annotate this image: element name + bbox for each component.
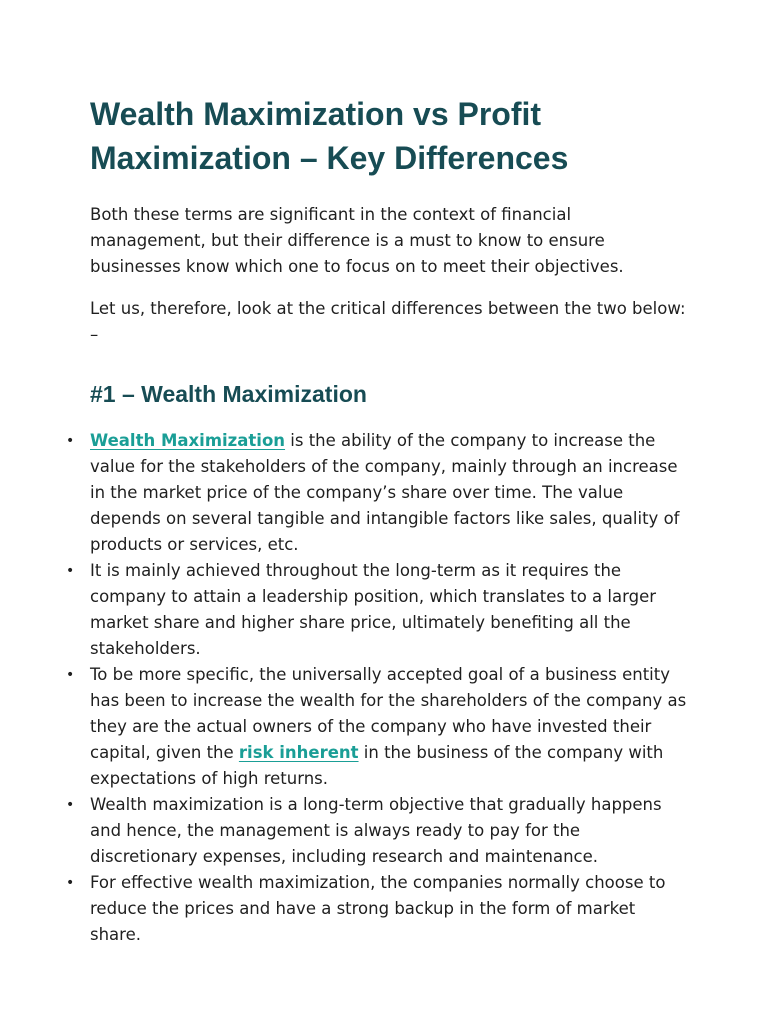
bullet-icon: • — [66, 433, 75, 449]
risk-inherent-link[interactable]: risk inherent — [238, 743, 359, 762]
bullet-icon: • — [66, 563, 75, 579]
list-item-text: in the business of the company with expectations of high returns. — [90, 743, 664, 788]
wealth-maximization-list — [66, 428, 690, 948]
page-title: Wealth Maximization vs Profit Maximization – Key Differences — [90, 96, 569, 176]
bullet-icon: • — [66, 797, 75, 813]
list-item-text: For effective wealth maximization, the companies normally choose to reduce the prices and have a strong backup in the form of market share. — [90, 873, 666, 944]
list-item-text: is the ability of the company to increase the value for the stakeholders of the company, mainly through an increase in the market price of the company’s share over time. The value depends on several tangible and intangible factors like sales, quality of products or services, etc. — [90, 431, 680, 554]
list-item-text: Wealth maximization is a long-term objective that gradually happens and hence, the management is always ready to pay for the discretionary expenses, including research and maintenance. — [90, 795, 662, 866]
intro-paragraph: Both these terms are significant in the context of financial management, but their difference is a must to know to ensure businesses know which one to focus on to meet their objectives. — [90, 205, 624, 276]
bullet-icon: • — [66, 875, 75, 891]
list-item — [66, 662, 690, 792]
list-item — [66, 792, 690, 870]
section-heading-wealth-maximization: #1 – Wealth Maximization — [90, 381, 367, 407]
wealth-maximization-link[interactable]: Wealth Maximization — [90, 431, 286, 450]
bullet-icon: • — [66, 667, 75, 683]
list-item-text: It is mainly achieved throughout the long-term as it requires the company to attain a leadership position, which translates to a larger market share and higher share price, ultimately benefiting all the stakeholders. — [90, 561, 657, 658]
lead-paragraph: Let us, therefore, look at the critical differences between the two below: – — [90, 299, 686, 344]
list-item-text: To be more specific, the universally accepted goal of a business entity has been to increase the wealth for the shareholders of the company as they are the actual owners of the company who have invested their capital, given the — [90, 665, 687, 762]
list-item — [66, 428, 690, 558]
list-item — [66, 870, 690, 948]
list-item — [66, 558, 690, 662]
article — [66, 92, 690, 948]
